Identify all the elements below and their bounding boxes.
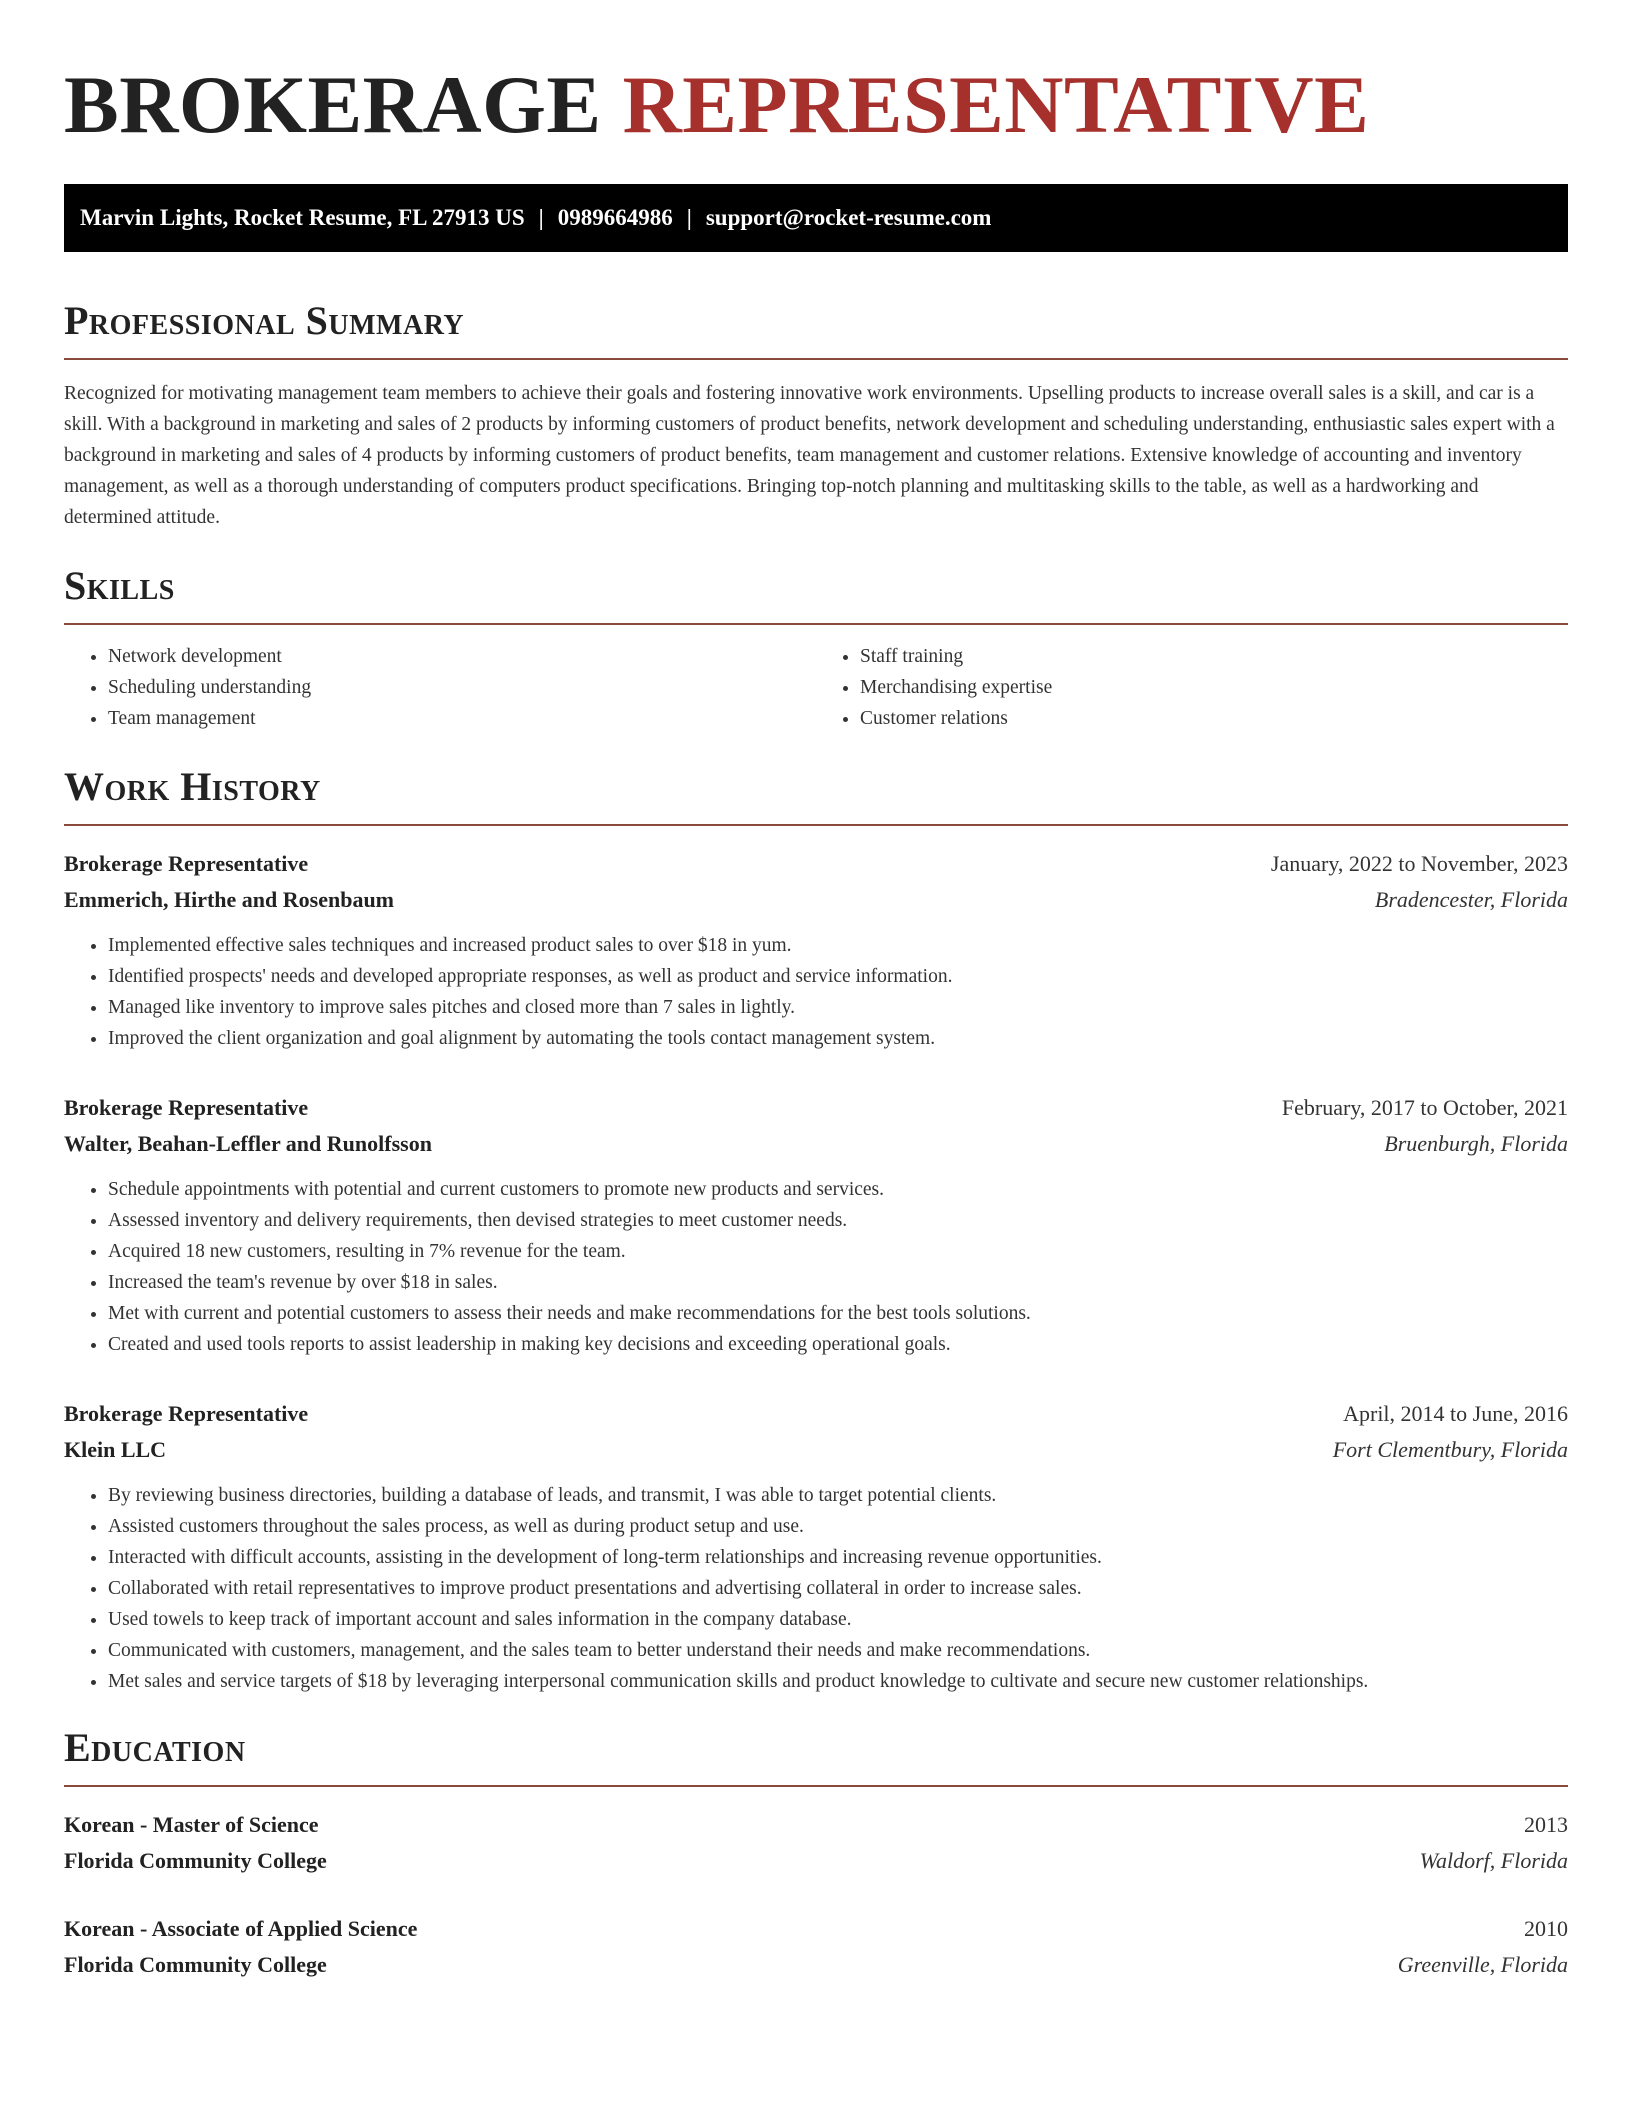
skill-item: • Customer relations (860, 703, 1568, 734)
skill-item: • Merchandising expertise (860, 672, 1568, 703)
section-divider (64, 358, 1568, 360)
resume-title (64, 56, 1568, 154)
job-bullet: • Collaborated with retail representatives to improve product presentations and advertising collateral in order to increase sales. (108, 1573, 1568, 1604)
job-bullet: • Assisted customers throughout the sales process, as well as during product setup and use. (108, 1511, 1568, 1542)
job-location: Fort Clementbury, Florida (1332, 1437, 1568, 1462)
education-heading: Education (64, 1725, 246, 1770)
job-bullet: • Identified prospects' needs and developed appropriate responses, as well as product and service information. (108, 961, 1568, 992)
contact-address: Marvin Lights, Rocket Resume, FL 27913 US (80, 205, 525, 230)
education-degree: Korean - Master of Science (64, 1812, 319, 1837)
education-location: Greenville, Florida (1397, 1952, 1568, 1977)
job-bullet: • Managed like inventory to improve sales pitches and closed more than 7 sales in lightly. (108, 992, 1568, 1023)
job-company-row (64, 1126, 1568, 1162)
summary-text: Recognized for motivating management team members to achieve their goals and fostering innovative work environments. Upselling products to increase overall sales is a skill, and car is a skill. With a background in marketing and sales of 2 products by informing customers of product benefits, network development and scheduling understanding, enthusiastic sales expert with a background in marketing and sales of 4 products by informing customers of product benefits, team management and customer relations. Extensive knowledge of accounting and inventory management, as well as a thorough understanding of computers product specifications. Bringing top-notch planning and multitasking skills to the table, as well as a hardworking and determined attitude. (64, 383, 1555, 528)
job-company: Emmerich, Hirthe and Rosenbaum (64, 887, 394, 912)
job-entry (64, 1090, 1568, 1360)
skills-column-right (816, 641, 1568, 734)
contact-bar (64, 184, 1568, 252)
education-entry (64, 1807, 1568, 1879)
work-history-heading: Work History (64, 764, 321, 809)
job-header-row (64, 1396, 1568, 1432)
education-degree: Korean - Associate of Applied Science (64, 1916, 418, 1941)
education-year: 2013 (1524, 1812, 1568, 1837)
job-bullet: • Acquired 18 new customers, resulting in 7% revenue for the team. (108, 1236, 1568, 1267)
education-section (64, 1723, 1568, 1983)
contact-email: support@rocket-resume.com (705, 205, 992, 230)
job-bullets (64, 1480, 1568, 1697)
job-bullet: • Assessed inventory and delivery requirements, then devised strategies to meet customer needs. (108, 1205, 1568, 1236)
education-degree-row (64, 1807, 1568, 1843)
skills-column-left (64, 641, 816, 734)
summary-section (64, 296, 1568, 533)
job-bullet: • Schedule appointments with potential and current customers to promote new products and services. (108, 1174, 1568, 1205)
job-bullet: • Increased the team's revenue by over $18 in sales. (108, 1267, 1568, 1298)
skills-section (64, 561, 1568, 734)
job-dates: April, 2014 to June, 2016 (1343, 1401, 1568, 1426)
title-word-role: BROKERAGE (64, 59, 602, 150)
work-history-section (64, 762, 1568, 1697)
education-year: 2010 (1524, 1916, 1568, 1941)
job-bullet: • Implemented effective sales techniques and increased product sales to over $18 in yum. (108, 930, 1568, 961)
job-company-row (64, 1432, 1568, 1468)
job-bullet: • Communicated with customers, management, and the sales team to better understand their needs and make recommendations. (108, 1635, 1568, 1666)
contact-phone: 0989664986 (557, 205, 673, 230)
skill-item: • Team management (108, 703, 816, 734)
education-entry (64, 1911, 1568, 1983)
job-company: Walter, Beahan-Leffler and Runolfsson (64, 1131, 432, 1156)
job-company: Klein LLC (64, 1437, 167, 1462)
job-title: Brokerage Representative (64, 1095, 309, 1120)
education-location: Waldorf, Florida (1419, 1848, 1568, 1873)
job-header-row (64, 846, 1568, 882)
job-title: Brokerage Representative (64, 851, 309, 876)
job-location: Bruenburgh, Florida (1384, 1131, 1568, 1156)
education-school: Florida Community College (64, 1848, 327, 1873)
job-bullet: • Met sales and service targets of $18 by leveraging interpersonal communication skills and product knowledge to cultivate and secure new customer relationships. (108, 1666, 1568, 1697)
education-degree-row (64, 1911, 1568, 1947)
job-bullet: • Created and used tools reports to assist leadership in making key decisions and exceeding operational goals. (108, 1329, 1568, 1360)
job-bullet: • Met with current and potential customers to assess their needs and make recommendations for the best tools solutions. (108, 1298, 1568, 1329)
job-location: Bradencester, Florida (1374, 887, 1568, 912)
education-school-row (64, 1947, 1568, 1983)
section-divider (64, 824, 1568, 826)
contact-separator: | (686, 205, 692, 230)
job-dates: February, 2017 to October, 2021 (1281, 1095, 1568, 1120)
job-bullet: • Interacted with difficult accounts, assisting in the development of long-term relationships and increasing revenue opportunities. (108, 1542, 1568, 1573)
job-title: Brokerage Representative (64, 1401, 309, 1426)
summary-heading: Professional Summary (64, 298, 465, 343)
job-company-row (64, 882, 1568, 918)
job-bullet: • Improved the client organization and goal alignment by automating the tools contact management system. (108, 1023, 1568, 1054)
job-dates: January, 2022 to November, 2023 (1270, 851, 1568, 876)
job-bullet: • Used towels to keep track of important account and sales information in the company database. (108, 1604, 1568, 1635)
job-bullets (64, 1174, 1568, 1360)
skills-grid (64, 641, 1568, 734)
job-bullet: • By reviewing business directories, building a database of leads, and transmit, I was able to target potential clients. (108, 1480, 1568, 1511)
job-bullets (64, 930, 1568, 1054)
contact-separator: | (538, 205, 544, 230)
skills-heading: Skills (64, 563, 175, 608)
section-divider (64, 1785, 1568, 1787)
skill-item: • Network development (108, 641, 816, 672)
job-header-row (64, 1090, 1568, 1126)
education-school: Florida Community College (64, 1952, 327, 1977)
job-entry (64, 846, 1568, 1054)
skill-item: • Scheduling understanding (108, 672, 816, 703)
title-word-accent: REPRESENTATIVE (622, 59, 1370, 150)
skill-item: • Staff training (860, 641, 1568, 672)
education-school-row (64, 1843, 1568, 1879)
section-divider (64, 623, 1568, 625)
job-entry (64, 1396, 1568, 1697)
